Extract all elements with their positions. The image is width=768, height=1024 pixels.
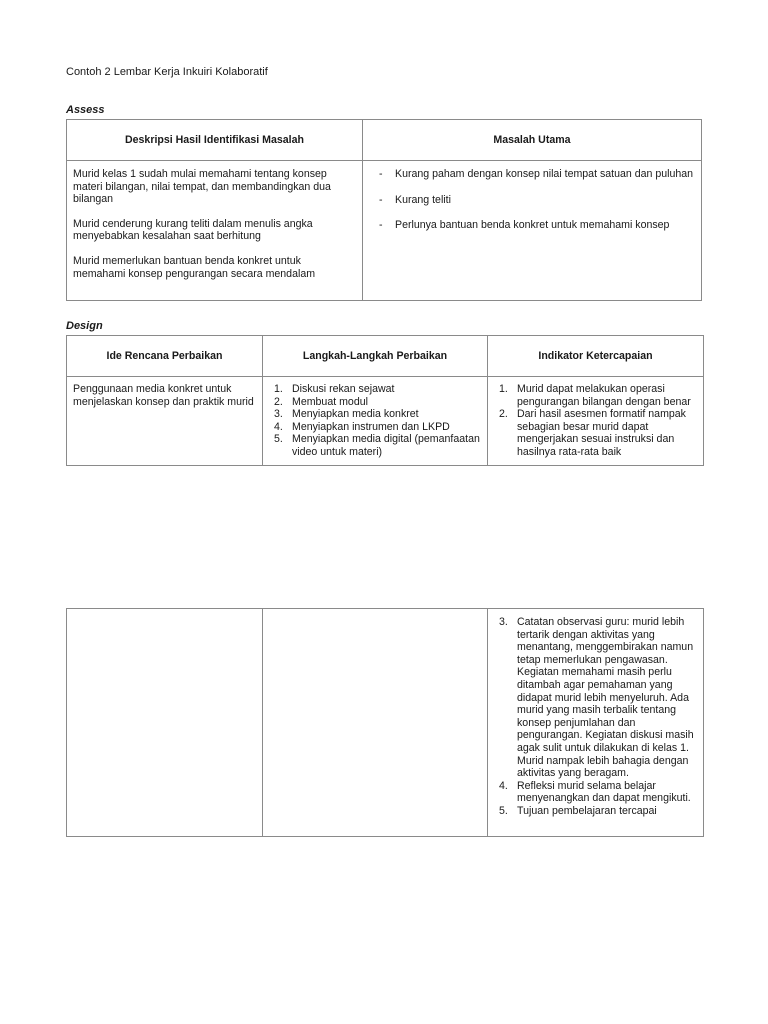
list-item: 3. Catatan observasi guru: murid lebih tertarik dengan aktivitas yang menantang, menggembirakan namun tetap memerlukan pengawasan. Kegiatan memahami masih perlu ditambah agar pemahaman yang didapat murid lebih menyeluruh. Ada murid yang masih terbalik tentang konsep penjumlahan dan pengurangan. Kegiatan diskusi masih agak sulit untuk dilakukan di kelas 1. Murid nampak lebih bahagia dengan aktivitas yang beragam.: [499, 616, 694, 780]
design-table-continued: [66, 608, 704, 837]
steps-cell: [263, 377, 488, 466]
description-paragraph: Murid cenderung kurang teliti dalam menulis angka menyebabkan kesalahan saat berhitung: [73, 217, 313, 243]
idea-cell-empty: [67, 609, 263, 837]
description-cell: [67, 161, 363, 301]
assess-table: [66, 119, 702, 301]
steps-list: [269, 383, 481, 459]
assess-col-main-problem: Masalah Utama: [363, 120, 702, 161]
design-col-indicator: Indikator Ketercapaian: [488, 336, 704, 377]
indicator-list: [494, 383, 697, 459]
design-table: [66, 335, 704, 466]
idea-text: Penggunaan media konkret untuk menjelaskan konsep dan praktik murid: [73, 383, 254, 408]
list-item: 1. Murid dapat melakukan operasi pengurangan bilangan dengan benar: [499, 383, 691, 408]
indicator-list-continued: [494, 616, 697, 818]
list-item: 4. Refleksi murid selama belajar menyenangkan dan dapat mengikuti.: [499, 779, 691, 805]
list-item: 5. Tujuan pembelajaran tercapai: [499, 804, 657, 817]
design-heading: Design: [66, 320, 103, 332]
list-item: - Kurang paham dengan konsep nilai tempat satuan dan puluhan: [379, 168, 694, 180]
list-item: - Kurang teliti: [379, 193, 451, 206]
idea-cell: [67, 377, 263, 466]
assess-col-description: Deskripsi Hasil Identifikasi Masalah: [67, 120, 363, 161]
list-item: 1. Diskusi rekan sejawat: [274, 383, 395, 395]
description-paragraph: Murid memerlukan bantuan benda konkret untuk memahami konsep pengurangan secara mendalam: [73, 254, 316, 280]
document-title: Contoh 2 Lembar Kerja Inkuiri Kolaboratif: [66, 66, 268, 78]
assess-heading: Assess: [66, 104, 105, 116]
list-item: 2. Dari hasil asesmen formatif nampak sebagian besar murid dapat mengerjakan sesuai instruksi dan hasilnya rata-rata baik: [499, 408, 686, 458]
list-item: 2. Membuat modul: [274, 395, 368, 408]
design-col-idea: Ide Rencana Perbaikan: [67, 336, 263, 377]
steps-cell-empty: [263, 609, 488, 837]
list-item: 5. Menyiapkan media digital (pemanfaatan video untuk materi): [274, 433, 480, 458]
list-item: 4. Menyiapkan instrumen dan LKPD: [274, 420, 450, 433]
list-item: - Perlunya bantuan benda konkret untuk memahami konsep: [379, 219, 670, 232]
indicator-cell: [488, 377, 704, 466]
description-paragraph: Murid kelas 1 sudah mulai memahami tentang konsep materi bilangan, nilai tempat, dan membandingkan dua bilangan: [73, 168, 331, 206]
list-item: 3. Menyiapkan media konkret: [274, 408, 419, 421]
problem-list: [369, 168, 695, 232]
design-col-steps: Langkah-Langkah Perbaikan: [263, 336, 488, 377]
main-problem-cell: [363, 161, 702, 301]
indicator-cell-continued: [488, 609, 704, 837]
